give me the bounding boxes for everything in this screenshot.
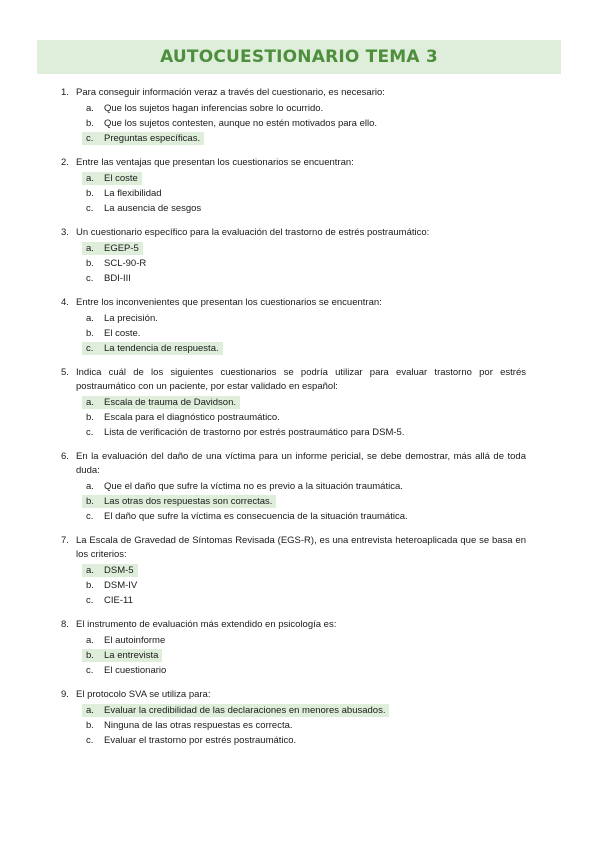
answer-option [0, 271, 600, 286]
question-text: El instrumento de evaluación más extendido en psicología es: [76, 619, 337, 630]
option-text: El autoinforme [104, 635, 166, 646]
option-list [0, 563, 600, 608]
question-number: 8. [61, 619, 69, 630]
option-text: BDI-III [104, 273, 131, 284]
correct-answer-option [0, 131, 600, 146]
page-title: AUTOCUESTIONARIO TEMA 3 [160, 47, 438, 67]
question-text: Indica cuál de los siguientes cuestionarios se podría utilizar para evaluar trastorno por estrés postraumático con un paciente, por estar validado en español: [76, 367, 526, 392]
option-text: Las otras dos respuestas son correctas. [104, 496, 273, 507]
option-text: Escala de trauma de Davidson. [104, 397, 237, 408]
question-number: 3. [61, 227, 69, 238]
option-text: DSM-IV [104, 580, 138, 591]
option-text: Evaluar la credibilidad de las declaraciones en menores abusados. [104, 705, 386, 716]
option-letter: b. [86, 496, 94, 507]
correct-answer-option [0, 241, 600, 256]
question-text: Para conseguir información veraz a través del cuestionario, es necesario: [76, 87, 385, 98]
option-text: Ninguna de las otras respuestas es correcta. [104, 720, 293, 731]
option-text: Escala para el diagnóstico postraumático. [104, 412, 280, 423]
option-letter: c. [86, 203, 94, 214]
question-text: En la evaluación del daño de una víctima para un informe pericial, se debe demostrar, más allá de toda duda: [76, 451, 526, 476]
option-text: La flexibilidad [104, 188, 162, 199]
answer-option [0, 256, 600, 271]
option-text: La precisión. [104, 313, 158, 324]
answer-option [0, 311, 600, 326]
answer-option [0, 410, 600, 425]
question-text: Entre los inconvenientes que presentan los cuestionarios se encuentran: [76, 297, 382, 308]
option-list [0, 101, 600, 146]
answer-option [0, 116, 600, 131]
answer-option [0, 733, 600, 748]
correct-answer-option [0, 395, 600, 410]
option-letter: c. [86, 427, 94, 438]
option-text: El cuestionario [104, 665, 167, 676]
question-9 [0, 688, 600, 748]
option-list [0, 633, 600, 678]
option-list [0, 171, 600, 216]
question-2 [0, 156, 600, 216]
option-letter: c. [86, 511, 94, 522]
question-text: La Escala de Gravedad de Síntomas Revisada (EGS-R), es una entrevista heteroaplicada que se basa en los criterios: [76, 535, 526, 560]
question-list [0, 86, 600, 758]
option-list [0, 395, 600, 440]
correct-answer-option [0, 703, 600, 718]
question-3 [0, 226, 600, 286]
option-text: CIE-11 [104, 595, 133, 606]
question-text: Un cuestionario específico para la evaluación del trastorno de estrés postraumático: [76, 227, 430, 238]
option-letter: b. [86, 720, 94, 731]
question-8 [0, 618, 600, 678]
question-number: 7. [61, 535, 69, 546]
option-letter: c. [86, 735, 94, 746]
answer-option [0, 326, 600, 341]
correct-answer-option [0, 648, 600, 663]
option-letter: a. [86, 565, 94, 576]
question-number: 2. [61, 157, 69, 168]
option-list [0, 311, 600, 356]
question-text: El protocolo SVA se utiliza para: [76, 689, 211, 700]
option-text: El daño que sufre la víctima es consecuencia de la situación traumática. [104, 511, 408, 522]
question-number: 5. [61, 367, 69, 378]
answer-option [0, 201, 600, 216]
option-list [0, 703, 600, 748]
answer-option [0, 425, 600, 440]
option-text: El coste [104, 173, 138, 184]
correct-answer-option [0, 563, 600, 578]
question-7 [0, 534, 600, 608]
option-letter: c. [86, 595, 94, 606]
question-4 [0, 296, 600, 356]
option-letter: a. [86, 103, 94, 114]
option-letter: b. [86, 258, 94, 269]
answer-option [0, 633, 600, 648]
answer-option [0, 479, 600, 494]
option-letter: a. [86, 635, 94, 646]
option-text: La tendencia de respuesta. [104, 343, 219, 354]
answer-option [0, 663, 600, 678]
answer-option [0, 101, 600, 116]
question-1 [0, 86, 600, 146]
question-text: Entre las ventajas que presentan los cuestionarios se encuentran: [76, 157, 354, 168]
question-number: 4. [61, 297, 69, 308]
option-text: Preguntas específicas. [104, 133, 201, 144]
option-letter: b. [86, 118, 94, 129]
question-5 [0, 366, 600, 440]
answer-option [0, 718, 600, 733]
option-text: Que el daño que sufre la víctima no es previo a la situación traumática. [104, 481, 403, 492]
correct-answer-option [0, 341, 600, 356]
option-text: Evaluar el trastorno por estrés postraumático. [104, 735, 297, 746]
question-number: 1. [61, 87, 69, 98]
option-letter: a. [86, 705, 94, 716]
option-letter: a. [86, 173, 94, 184]
option-letter: b. [86, 580, 94, 591]
option-letter: b. [86, 188, 94, 199]
answer-option [0, 593, 600, 608]
option-letter: b. [86, 650, 94, 661]
title-banner [37, 40, 561, 74]
option-letter: b. [86, 412, 94, 423]
option-text: DSM-5 [104, 565, 134, 576]
option-letter: a. [86, 313, 94, 324]
answer-option [0, 509, 600, 524]
option-text: La entrevista [104, 650, 159, 661]
answer-option [0, 578, 600, 593]
question-6 [0, 450, 600, 524]
option-text: SCL-90-R [104, 258, 147, 269]
option-letter: c. [86, 273, 94, 284]
option-text: El coste. [104, 328, 141, 339]
answer-option [0, 186, 600, 201]
option-text: Que los sujetos contesten, aunque no estén motivados para ello. [104, 118, 378, 129]
correct-answer-option [0, 171, 600, 186]
option-text: Lista de verificación de trastorno por estrés postraumático para DSM-5. [104, 427, 405, 438]
option-text: EGEP-5 [104, 243, 139, 254]
option-text: Que los sujetos hagan inferencias sobre lo ocurrido. [104, 103, 324, 114]
correct-answer-option [0, 494, 600, 509]
option-letter: c. [86, 343, 94, 354]
option-letter: c. [86, 665, 94, 676]
option-list [0, 479, 600, 524]
option-letter: c. [86, 133, 94, 144]
question-number: 6. [61, 451, 69, 462]
option-list [0, 241, 600, 286]
question-number: 9. [61, 689, 69, 700]
option-letter: a. [86, 243, 94, 254]
option-letter: a. [86, 481, 94, 492]
option-letter: b. [86, 328, 94, 339]
option-text: La ausencia de sesgos [104, 203, 202, 214]
option-letter: a. [86, 397, 94, 408]
